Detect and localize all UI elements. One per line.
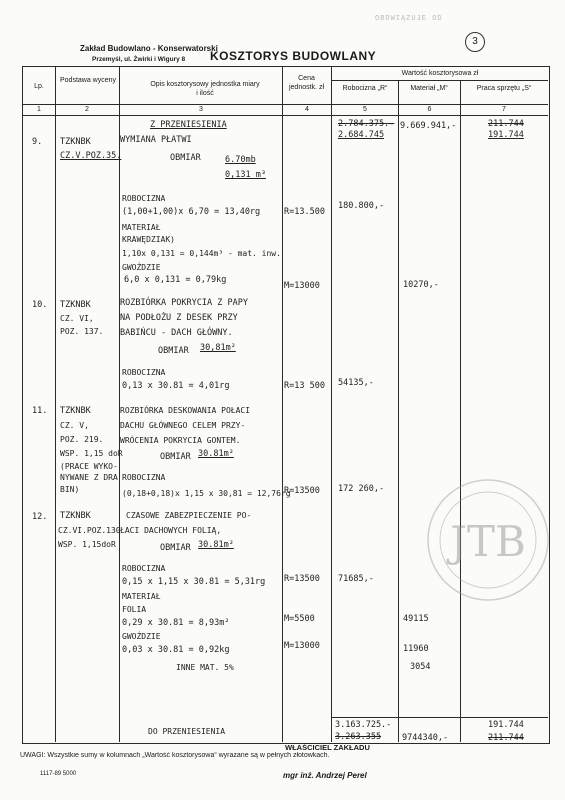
row-calc: 0,03 x 30.81 = 0,92kg	[122, 645, 230, 655]
row-desc: 30.81m²	[198, 540, 234, 550]
ghost-stamp: OBOWIĄZUJE OD	[375, 15, 443, 23]
total-label: DO PRZENIESIENIA	[148, 727, 226, 736]
row-calc: ROBOCIZNA	[122, 564, 166, 573]
row-price: R=13 500	[284, 381, 325, 391]
col-divider	[460, 80, 461, 742]
footer-note: UWAGI: Wszystkie sumy w kolumnach „Wartość kosztorysowa“ wyrażane są w pełnych złotowkach.	[20, 752, 330, 759]
row-desc: ROZBIÓRKA POKRYCIA Z PAPY	[120, 298, 248, 308]
row-calc: MATERIAŁ	[122, 592, 161, 601]
col-header-opis: Opis kosztorysowy jednostka miary i ilość	[150, 81, 260, 97]
row-desc: CZASOWE ZABEZPIECZENIE PO-	[126, 511, 252, 520]
row-calc: (0,18+0,18)x 1,15 x 30,81 = 12,76rg	[122, 489, 291, 498]
row-value: 180.800,-	[338, 201, 385, 211]
col-divider	[331, 66, 332, 742]
page-number: 3	[465, 32, 485, 52]
row-value: 3054	[410, 662, 431, 672]
svg-text:JTB: JTB	[450, 517, 526, 566]
col-number: 2	[85, 106, 89, 113]
row-calc: 0,29 x 30.81 = 8,93m²	[122, 618, 230, 628]
carry-label: Z PRZENIESIENIA	[150, 120, 227, 130]
row-price: R=13.500	[284, 207, 325, 217]
row-calc: MATERIAŁ	[122, 223, 161, 232]
company-address: Przemyśl, ul. Żwirki i Wigury 8	[92, 56, 186, 63]
row-ref: (PRACE WYKO-	[60, 462, 118, 471]
carry-praca-old: 211.744	[488, 119, 524, 129]
signature: mgr inż. Andrzej Perel	[283, 771, 367, 780]
row-ref: BIN)	[60, 485, 80, 494]
row-value: 54135,-	[338, 378, 374, 388]
row-calc: 0,15 x 1,15 x 30.81 = 5,31rg	[122, 577, 266, 587]
row-desc: NA PODŁOŻU Z DESEK PRZY	[120, 313, 238, 323]
col-divider	[119, 66, 120, 742]
row-calc: 0,13 x 30.81 = 4,01rg	[122, 381, 230, 391]
col-header-robocizna: Robocizna „R“	[342, 85, 388, 92]
col-number: 5	[363, 106, 367, 113]
row-lp: 11.	[32, 406, 48, 416]
col-number: 4	[305, 106, 309, 113]
col-divider	[55, 66, 56, 742]
col-header-material: Materiał „M“	[410, 85, 448, 92]
row-lp: 12.	[32, 512, 48, 522]
row-calc: GWOŹDZIE	[122, 632, 161, 641]
col-header-podstawa: Podstawa wyceny	[59, 77, 117, 84]
row-desc: 30.81m²	[198, 449, 234, 459]
row-desc: OBMIAR	[160, 543, 191, 553]
print-code: 1117-89 5000	[40, 771, 77, 777]
row-calc: (1,00+1,00)x 6,70 = 13,40rg	[122, 207, 261, 217]
carry-robocizna: 2.684.745	[338, 130, 385, 140]
col-number: 1	[37, 106, 41, 113]
carry-material: 9.669.941,-	[400, 121, 457, 131]
owner-label: WŁAŚCICIEL ZAKŁADU	[285, 743, 370, 752]
row-ref: WSP. 1,15doR	[58, 540, 116, 549]
col-number: 6	[427, 106, 432, 113]
row-price: R=13500	[284, 574, 320, 584]
row-value: 172 260,-	[338, 484, 385, 494]
row-calc: FOLIA	[122, 605, 147, 614]
row-calc: 1,10x 0,131 = 0,144m³ - mat. inw.	[122, 249, 281, 258]
row-desc: ROZBIÓRKA DESKOWANIA POŁACI	[120, 406, 251, 415]
row-price: M=13000	[284, 281, 320, 291]
row-desc: OBMIAR	[160, 452, 191, 462]
total-line	[331, 717, 548, 718]
row-divider	[22, 115, 548, 116]
row-divider	[331, 80, 548, 81]
row-value: 10270,-	[403, 280, 439, 290]
row-price: M=13000	[284, 641, 320, 651]
row-ref: TZKNBK	[60, 511, 91, 521]
row-desc: ŁACI DACHOWYCH FOLIĄ,	[120, 526, 222, 535]
row-desc: OBMIAR	[170, 153, 201, 163]
row-calc: ROBOCIZNA	[122, 368, 166, 377]
col-header-wartosc: Wartość kosztorysowa zł	[401, 70, 479, 77]
row-ref: POZ. 137.	[60, 327, 104, 336]
row-value: 49115	[403, 614, 429, 624]
carry-praca: 191.744	[488, 130, 524, 140]
row-ref: WSP. 1,15 doR	[60, 449, 123, 458]
col-divider	[282, 66, 283, 742]
col-number: 7	[502, 106, 506, 113]
col-header-lp: Lp.	[34, 83, 44, 90]
row-lp: 10.	[32, 300, 48, 310]
row-calc: INNE MAT. 5%	[176, 663, 234, 672]
row-ref: CZ.V.POZ.35.	[60, 151, 122, 161]
row-ref: NYWANE Z DRA	[60, 473, 118, 482]
row-value: 11960	[403, 644, 429, 654]
row-desc: DACHU GŁÓWNEGO CELEM PRZY-	[120, 421, 246, 430]
carry-robocizna-old: 2.784.375.-	[338, 119, 395, 129]
archive-watermark-logo	[418, 470, 558, 610]
row-calc: GWOŹDZIE	[122, 263, 161, 272]
row-price: R=13500	[284, 486, 320, 496]
row-desc: 0,131 m³	[225, 170, 266, 180]
row-ref: CZ.VI.POZ.130	[58, 526, 121, 535]
total-praca: 191.744	[488, 720, 524, 730]
document-title: KOSZTORYS BUDOWLANY	[210, 49, 377, 63]
row-desc: BABIŃCU - DACH GŁÓWNY.	[120, 328, 233, 338]
row-desc: WRÓCENIA POKRYCIA GONTEM.	[120, 436, 241, 445]
col-number: 3	[199, 106, 203, 113]
total-robocizna: 3.163.725.-	[335, 720, 392, 730]
row-ref: POZ. 219.	[60, 435, 104, 444]
row-calc: KRAWĘDZIAK)	[122, 235, 175, 244]
total-material: 9744340,-	[402, 733, 449, 743]
row-ref: TZKNBK	[60, 137, 91, 147]
row-calc: ROBOCIZNA	[122, 194, 166, 203]
row-divider	[22, 104, 548, 105]
row-price: M=5500	[284, 614, 315, 624]
row-desc: 30,81m²	[200, 343, 236, 353]
row-desc: 6.70mb	[225, 155, 256, 165]
total-robocizna-old: 3.263.355	[335, 732, 382, 742]
row-calc: 6,0 x 0,131 = 0,79kg	[124, 275, 227, 285]
col-header-praca: Praca sprzętu „S“	[476, 85, 532, 92]
col-header-cena: Cena jednostk. zł	[288, 75, 325, 91]
row-calc: ROBOCIZNA	[122, 473, 166, 482]
row-desc: WYMIANA PŁATWI	[120, 135, 192, 145]
row-desc: OBMIAR	[158, 346, 189, 356]
row-lp: 9.	[32, 137, 43, 147]
row-ref: TZKNBK	[60, 300, 91, 310]
row-value: 71685,-	[338, 574, 374, 584]
total-praca-old: 211.744	[488, 733, 524, 743]
company-stamp: Zakład Budowlano - Konserwatorski	[80, 44, 218, 53]
col-divider	[398, 80, 399, 742]
row-ref: CZ. V,	[60, 421, 89, 430]
row-ref: CZ. VI,	[60, 314, 94, 323]
row-ref: TZKNBK	[60, 406, 91, 416]
